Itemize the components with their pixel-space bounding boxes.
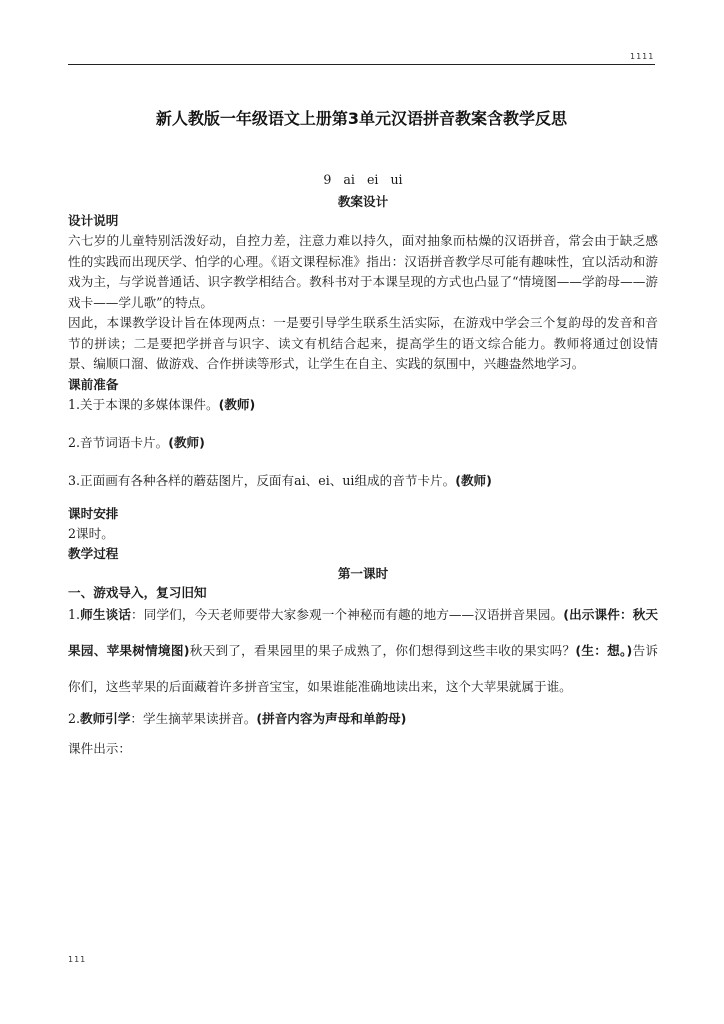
prep-heading: 课前准备	[68, 376, 119, 392]
footer-page-marker: 111	[68, 955, 87, 964]
prep-item-role: (教师)	[455, 472, 492, 488]
step-2-lead: 2.	[68, 710, 81, 726]
step-1-text-2: 秋天到了，看果园里的果子成熟了，你们想得到这些丰收的果实吗？	[189, 642, 576, 658]
lesson-subtitle: 教案设计	[337, 194, 389, 209]
prep-item-text: 3.正面画有各种各样的蘑菇图片，反面有ai、ei、ui组成的音节卡片。	[68, 472, 456, 488]
document-title: 新人教版一年级语文上册第3单元汉语拼音教案含教学反思	[155, 109, 568, 128]
prep-item-text: 1.关于本课的多媒体课件。	[68, 396, 219, 412]
step-1-student-reply: (生：想。)	[575, 642, 633, 658]
design-paragraph-2: 因此，本课教学设计旨在体现两点：一是要引导学生联系生活实际，在游戏中学会三个复韵母的发音和音节的拼读；二是要把学拼音与识字、读文有机结合起来，提高学生的语文综合能力。教师将通过创设情景、编顺口溜、做游戏、合作拼读等形式，让学生在自主、实践的氛围中，兴趣盎然地学习。	[68, 315, 658, 371]
courseware-label: 课件出示：	[68, 740, 131, 756]
prep-item-role: (教师)	[168, 434, 205, 450]
schedule-value: 2课时。	[68, 525, 114, 541]
section-1-heading: 一、游戏导入，复习旧知	[68, 584, 207, 600]
step-2-text: ：学生摘苹果读拼音。	[130, 710, 257, 726]
step-2-note: (拼音内容为声母和单韵母)	[256, 710, 407, 726]
step-1-label: 师生谈话	[80, 606, 132, 622]
design-paragraph-1: 六七岁的儿童特别活泼好动，自控力差，注意力难以持久，面对抽象而枯燥的汉语拼音，常会由于缺乏感性的实践而出现厌学、怕学的心理。《语文课程标准》指出：汉语拼音教学尽可能有趣味性，宜以活动和游戏为主，与学说普通话、识字教学相结合。教科书对于本课呈现的方式也凸显了“情境图——学韵母——游戏卡——学儿歌”的特点。	[68, 233, 658, 310]
step-1-paragraph	[68, 597, 658, 705]
step-2-label: 教师引学	[80, 710, 131, 726]
prep-item-role: (教师)	[218, 396, 256, 412]
header-page-marker: 1111	[630, 52, 655, 61]
step-1-text-1: ：同学们，今天老师要带大家参观一个神秘而有趣的地方——汉语拼音果园。	[131, 606, 564, 622]
step-1-lead: 1.	[68, 606, 81, 622]
lesson-title: 9 ai ei ui	[323, 172, 403, 187]
step-1-text-3: 告诉你们，这些苹果的后面藏着许多拼音宝宝，如果谁能准确地读出来，这个大苹果就属于谁。	[68, 642, 659, 694]
step-2-paragraph	[68, 709, 658, 729]
prep-item	[68, 433, 658, 453]
prep-item	[68, 471, 658, 491]
schedule-heading: 课时安排	[68, 505, 119, 521]
step-1-courseware-note: (出示课件：秋天果园、苹果树情境图)	[68, 606, 658, 658]
document-body	[68, 168, 658, 759]
header-rule	[68, 64, 655, 65]
process-heading: 教学过程	[68, 545, 119, 561]
prep-item-text: 2.音节词语卡片。	[68, 434, 169, 450]
period-title: 第一课时	[337, 565, 389, 581]
design-heading: 设计说明	[68, 213, 119, 228]
prep-item	[68, 395, 658, 415]
